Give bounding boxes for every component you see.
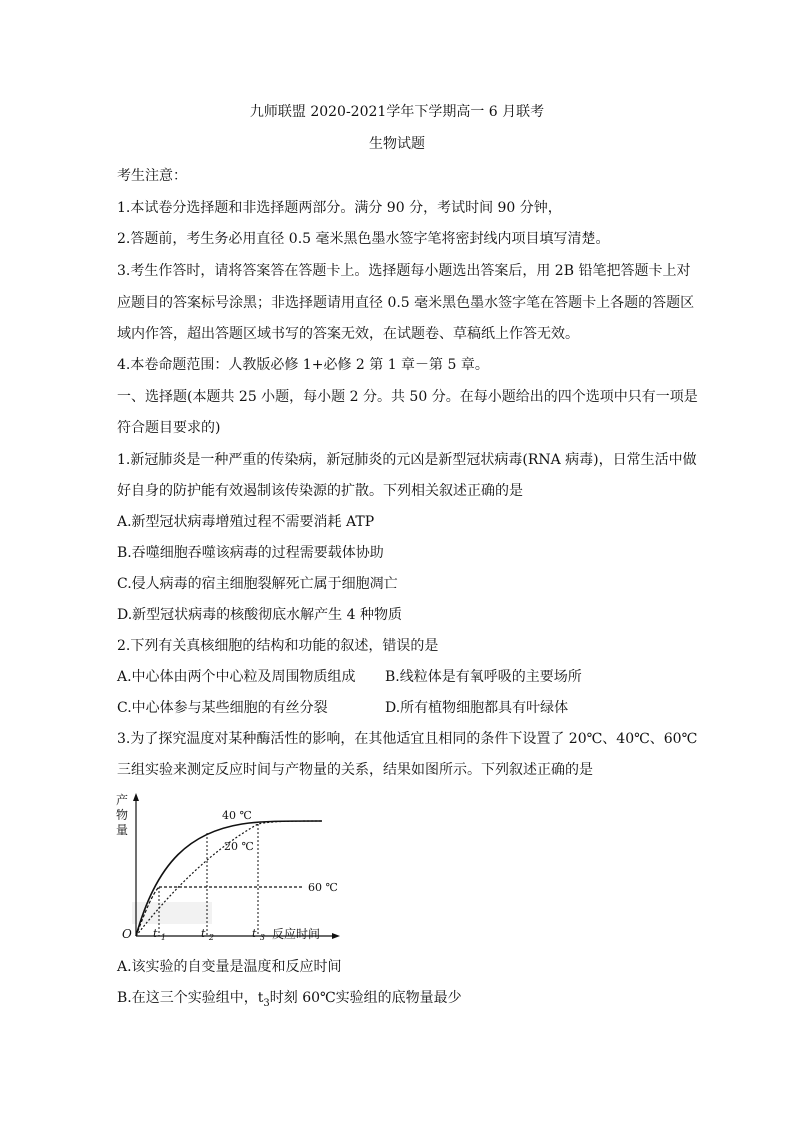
notice-item-3-cont: 应题目的答案标号涂黑；非选择题请用直径 0.5 毫米黑色墨水签字笔在答题卡上各题的答题区 bbox=[117, 295, 695, 311]
section-heading-cont: 符合题目要求的) bbox=[117, 420, 221, 436]
notice-item-1: 1.本试卷分选择题和非选择题两部分。满分 90 分，考试时间 90 分钟， bbox=[117, 200, 562, 216]
x-axis-label: 反应时间 bbox=[272, 927, 321, 941]
notice-item-4: 4.本卷命题范围：人教版必修 1+必修 2 第 1 章－第 5 章。 bbox=[117, 357, 489, 373]
q3-option-b-suffix: 时刻 60℃实验组的底物量最少 bbox=[269, 990, 462, 1006]
notice-item-3: 3.考生作答时，请将答案答在答题卡上。选择题每小题选出答案后，用 2B 铅笔把答题卡上对 bbox=[117, 263, 691, 279]
q2-option-d: D.所有植物细胞都具有叶绿体 bbox=[385, 700, 569, 716]
x-tick-t3: t $_3$ bbox=[252, 927, 266, 942]
q3-option-a: A.该实验的自变量是温度和反应时间 bbox=[117, 959, 342, 975]
legend-40c: 40 ℃ bbox=[222, 809, 252, 822]
x-axis-arrow-icon bbox=[332, 933, 340, 939]
q1-stem-cont: 好自身的防护能有效遏制该传染源的扩散。下列相关叙述正确的是 bbox=[117, 483, 523, 499]
page-subtitle: 生物试题 bbox=[369, 136, 425, 152]
q3-option-b-sub: 3 bbox=[263, 997, 270, 1009]
q1-option-b: B.吞噬细胞吞噬该病毒的过程需要载体协助 bbox=[117, 545, 384, 561]
notice-item-2: 2.答题前，考生务必用直径 0.5 毫米黑色墨水签字笔将密封线内项目填写清楚。 bbox=[117, 231, 610, 247]
x-tick-t1: t $_1$ bbox=[153, 927, 167, 942]
section-heading: 一、选择题(本题共 25 小题，每小题 2 分。共 50 分。在每小题给出的四个选项中只有一项是 bbox=[117, 389, 698, 405]
notice-item-3-cont2: 域内作答，超出答题区域书写的答案无效，在试题卷、草稿纸上作答无效。 bbox=[117, 326, 579, 342]
origin-label: O bbox=[122, 927, 132, 941]
notice-heading: 考生注意： bbox=[117, 168, 187, 184]
q1-option-a: A.新型冠状病毒增殖过程不需要消耗 ATP bbox=[117, 514, 375, 530]
q1-stem: 1.新冠肺炎是一种严重的传染病，新冠肺炎的元凶是新型冠状病毒(RNA 病毒)，日常生活中做 bbox=[117, 452, 697, 468]
x-tick-t2: t $_2$ bbox=[201, 927, 215, 942]
q3-stem-cont: 三组实验来测定反应时间与产物量的关系，结果如图所示。下列叙述正确的是 bbox=[117, 762, 593, 778]
y-axis-label: 产 物 量 bbox=[116, 793, 129, 837]
q3-option-b bbox=[117, 988, 462, 1014]
q2-stem: 2.下列有关真核细胞的结构和功能的叙述，错误的是 bbox=[117, 638, 439, 654]
q2-option-a: A.中心体由两个中心粒及周围物质组成 bbox=[117, 669, 356, 685]
legend-60c: 60 ℃ bbox=[308, 881, 338, 894]
q1-option-c: C.侵人病毒的宿主细胞裂解死亡属于细胞凋亡 bbox=[117, 576, 398, 592]
q3-option-b-prefix: B.在这三个实验组中，t bbox=[117, 990, 264, 1006]
q3-stem: 3.为了探究温度对某种酶活性的影响，在其他适宜且相同的条件下设置了 20℃、40℃、60℃ bbox=[117, 731, 698, 747]
q1-option-d: D.新型冠状病毒的核酸彻底水解产生 4 种物质 bbox=[117, 607, 402, 623]
enzyme-chart bbox=[112, 790, 344, 948]
q2-option-b: B.线粒体是有氧呼吸的主要场所 bbox=[385, 669, 582, 685]
q2-option-c: C.中心体参与某些细胞的有丝分裂 bbox=[117, 700, 328, 716]
page-title: 九师联盟 2020-2021学年下学期高一 6 月联考 bbox=[249, 104, 545, 120]
y-axis-arrow-icon bbox=[133, 793, 139, 801]
legend-20c: 20 ℃ bbox=[224, 840, 254, 853]
